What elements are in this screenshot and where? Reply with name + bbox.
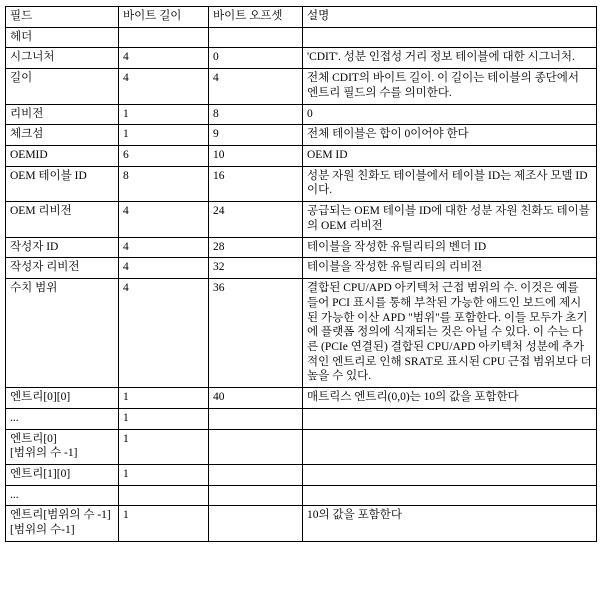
table-row — [6, 258, 597, 279]
table-header-row — [6, 7, 597, 28]
cell-offset — [209, 27, 303, 48]
table-row — [6, 464, 597, 485]
cell-description: 전체 CDIT의 바이트 길이. 이 길이는 테이블의 종단에서 엔트리 필드의 수를 의미한다. — [303, 69, 597, 104]
cell-field: 리비전 — [6, 104, 119, 125]
cell-description: 전체 테이블은 합이 0이어야 한다 — [303, 125, 597, 146]
table-row — [6, 237, 597, 258]
cell-description — [303, 408, 597, 429]
cell-length: 1 — [119, 408, 209, 429]
cell-length — [119, 27, 209, 48]
cell-length: 1 — [119, 104, 209, 125]
cell-field: 엔트리[범위의 수 -1] [범위의 수-1] — [6, 506, 119, 541]
table-row — [6, 146, 597, 167]
cell-description: 'CDIT'. 성분 인접성 거리 정보 테이블에 대한 시그너처. — [303, 48, 597, 69]
cell-length: 1 — [119, 388, 209, 409]
cell-offset — [209, 464, 303, 485]
cell-length: 1 — [119, 125, 209, 146]
cell-description: OEM ID — [303, 146, 597, 167]
cell-description: 테이블을 작성한 유틸리티의 리비전 — [303, 258, 597, 279]
cell-field: OEMID — [6, 146, 119, 167]
cell-field: 엔트리[0][0] — [6, 388, 119, 409]
cell-length: 4 — [119, 48, 209, 69]
cell-length — [119, 485, 209, 506]
cell-description: 공급되는 OEM 테이블 ID에 대한 성분 자원 친화도 테이블의 OEM 리비전 — [303, 202, 597, 237]
cell-length: 1 — [119, 506, 209, 541]
cell-offset: 28 — [209, 237, 303, 258]
cell-description — [303, 27, 597, 48]
cell-description: 성분 자원 친화도 테이블에서 테이블 ID는 제조사 모델 ID이다. — [303, 166, 597, 201]
cell-description: 매트릭스 엔트리(0,0)는 10의 값을 포함한다 — [303, 388, 597, 409]
cell-length: 1 — [119, 429, 209, 464]
cdit-spec-table — [5, 6, 597, 542]
cell-description — [303, 464, 597, 485]
cell-length: 6 — [119, 146, 209, 167]
cell-field: 엔트리[0] [범위의 수 -1] — [6, 429, 119, 464]
cell-offset: 10 — [209, 146, 303, 167]
table-row — [6, 125, 597, 146]
cell-field: 체크섬 — [6, 125, 119, 146]
cell-description: 결합된 CPU/APD 아키텍처 근접 범위의 수. 이것은 예를 들어 PCI 표시를 통해 부착된 가능한 애드인 보드에 제시된 가능한 이산 APD "범위"를 포함한다. 이들 모두가 초기에 플랫폼 정의에 식재되는 것은 아닐 수 있다. 이 수는 다른 (PCIe 연결된) 결합된 CPU/APD 아키텍처 성분에 추가적인 엔트리로 인해 SRAT로 표시된 CPU 근접 범위보다 더 높을 수 있다. — [303, 279, 597, 388]
cell-offset: 24 — [209, 202, 303, 237]
cell-description — [303, 485, 597, 506]
cell-offset — [209, 408, 303, 429]
cell-offset: 36 — [209, 279, 303, 388]
cell-field: 작성자 리비전 — [6, 258, 119, 279]
table-row — [6, 279, 597, 388]
cell-field: 수치 범위 — [6, 279, 119, 388]
table-row — [6, 485, 597, 506]
cell-description — [303, 429, 597, 464]
cell-offset: 4 — [209, 69, 303, 104]
cell-length: 4 — [119, 237, 209, 258]
table-row — [6, 408, 597, 429]
cell-description: 10의 값을 포함한다 — [303, 506, 597, 541]
cell-offset: 40 — [209, 388, 303, 409]
cell-length: 4 — [119, 279, 209, 388]
cell-offset — [209, 506, 303, 541]
cell-field: ... — [6, 408, 119, 429]
table-row — [6, 69, 597, 104]
cell-length: 1 — [119, 464, 209, 485]
table-row — [6, 27, 597, 48]
table-row — [6, 104, 597, 125]
cell-offset — [209, 485, 303, 506]
cell-field: 작성자 ID — [6, 237, 119, 258]
cell-length: 4 — [119, 202, 209, 237]
cell-offset — [209, 429, 303, 464]
cell-description: 테이블을 작성한 유틸리티의 벤더 ID — [303, 237, 597, 258]
cell-field: 시그너처 — [6, 48, 119, 69]
cell-field: ... — [6, 485, 119, 506]
table-row — [6, 429, 597, 464]
cell-length: 8 — [119, 166, 209, 201]
cell-field: 헤더 — [6, 27, 119, 48]
cell-description: 0 — [303, 104, 597, 125]
cell-field: 길이 — [6, 69, 119, 104]
cell-offset: 8 — [209, 104, 303, 125]
column-header-field: 필드 — [6, 7, 119, 28]
column-header-description: 설명 — [303, 7, 597, 28]
cell-field: OEM 테이블 ID — [6, 166, 119, 201]
cell-field: 엔트리[1][0] — [6, 464, 119, 485]
cell-offset: 16 — [209, 166, 303, 201]
table-row — [6, 506, 597, 541]
cell-offset: 0 — [209, 48, 303, 69]
cell-length: 4 — [119, 258, 209, 279]
cell-offset: 9 — [209, 125, 303, 146]
table-row — [6, 202, 597, 237]
cell-length: 4 — [119, 69, 209, 104]
column-header-byte-length: 바이트 길이 — [119, 7, 209, 28]
table-row — [6, 388, 597, 409]
cell-offset: 32 — [209, 258, 303, 279]
table-row — [6, 166, 597, 201]
column-header-byte-offset: 바이트 오프셋 — [209, 7, 303, 28]
cell-field: OEM 리비전 — [6, 202, 119, 237]
table-row — [6, 48, 597, 69]
